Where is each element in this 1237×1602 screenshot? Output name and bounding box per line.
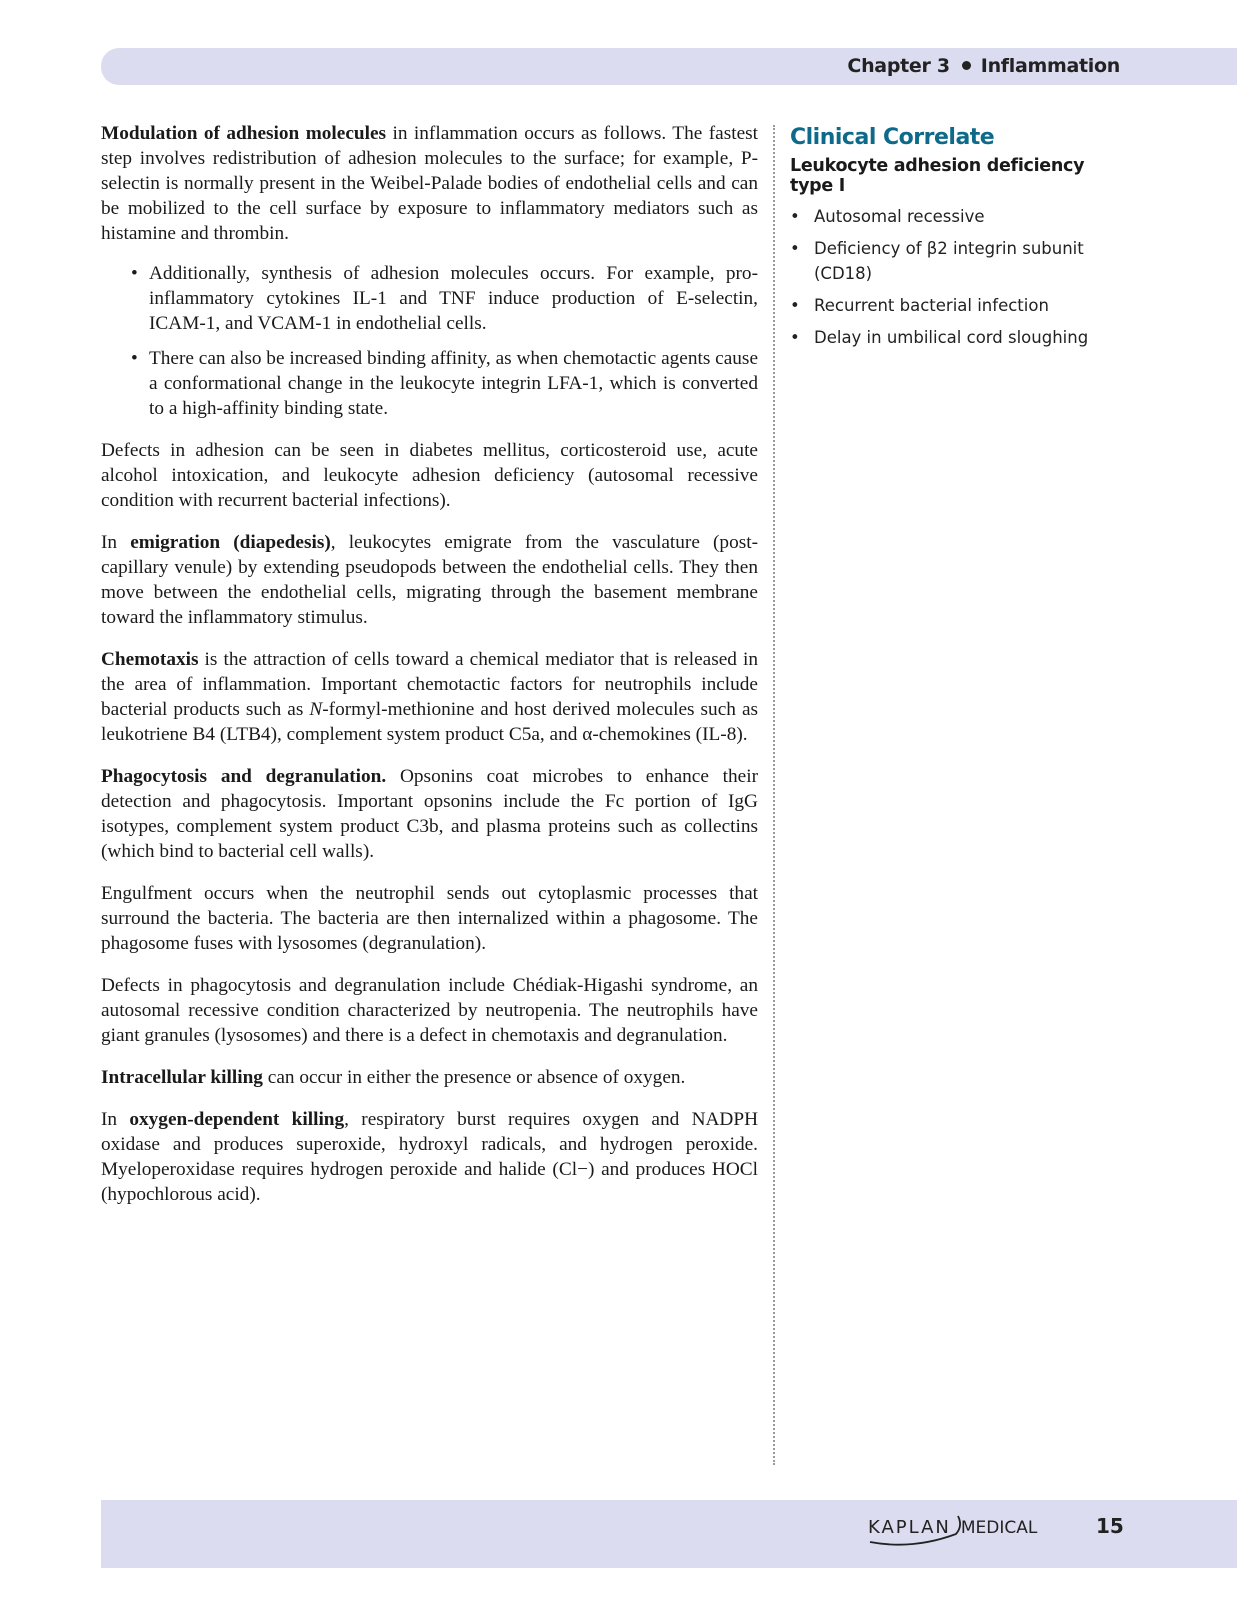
paragraph [101,530,758,630]
text-run: oxygen-dependent killing [129,1109,345,1130]
list-item: • Delay in umbilical cord sloughing [814,325,1120,350]
text-run: , leukocytes emigrate from the vasculature (post-capillary venule) by extending pseudopods between the endothelial cells. They then move between the endothelial cells, migrating through the basement membrane toward the inflammatory stimulus. [101,532,758,628]
page-footer [101,1500,1237,1568]
list-item: • Recurrent bacterial infection [814,293,1120,318]
text-run: Defects in phagocytosis and degranulation include Chédiak-Higashi syndrome, an autosomal recessive condition characterized by neutropenia. The neutrophils have giant granules (lysosomes) and there is a defect in chemotaxis and degranulation. [101,975,758,1046]
sidebar-subheading: Leukocyte adhesion deficiency type I [790,156,1085,196]
sidebar-list [790,204,1120,350]
list-item: • Deficiency of β2 integrin subunit (CD18) [814,236,1120,286]
main-text-column [101,121,758,1224]
running-header [101,48,1237,85]
text-run: is the attraction of cells toward a chemical mediator that is released in the area of inflammation. Important chemotactic factors for neutrophils include bacterial products such as [101,649,758,720]
text-run: -formyl-methionine and host derived molecules such as leukotriene B4 (LTB4), complement system product C5a, and α-chemokines (IL-8). [101,699,759,745]
text-run: Intracellular killing [101,1067,263,1088]
text-run: Additionally, synthesis of adhesion molecules occurs. For example, pro-inflammatory cytokines IL-1 and TNF induce production of E-selectin, ICAM-1, and VCAM-1 in endothelial cells. [149,263,758,334]
text-run: Opsonins coat microbes to enhance their detection and phagocytosis. Important opsonins include the Fc portion of IgG isotypes, complement system product C3b, and plasma proteins such as collectins (which bind to bacterial cell walls). [101,766,758,862]
sidebar-heading: Clinical Correlate [790,125,995,150]
text-run: can occur in either the presence or absence of oxygen. [262,1067,686,1088]
text-run: Chemotaxis [101,649,199,670]
logo-swoosh-icon [868,1514,968,1546]
bullet-dot-icon [962,61,971,70]
chapter-label: Chapter 3 [847,55,950,77]
paragraph [101,881,758,956]
kaplan-medical-logo: KAPLAN MEDICAL [868,1514,1037,1538]
text-run: N [309,699,323,720]
text-run: In [101,532,131,553]
chapter-title: Inflammation [980,55,1120,77]
text-run: Engulfment occurs when the neutrophil sends out cytoplasmic processes that surround the bacteria. The bacteria are then internalized within a phagosome. The phagosome fuses with lysosomes (degranulation). [101,883,758,954]
paragraph [101,764,758,864]
text-run: Phagocytosis and degranulation. [101,766,387,787]
paragraph [101,1107,758,1207]
header-title [847,55,1120,77]
list-item [149,346,758,421]
paragraph [101,438,758,513]
paragraph [101,121,758,246]
bullet-list [101,261,758,421]
text-run: Defects in adhesion can be seen in diabetes mellitus, corticosteroid use, acute alcohol intoxication, and leukocyte adhesion deficiency (autosomal recessive condition with recurrent bacterial infections). [101,440,758,511]
list-item: • Autosomal recessive [814,204,1120,229]
page-number: 15 [1096,1514,1124,1538]
text-run: There can also be increased binding affinity, as when chemotactic agents cause a conformational change in the leukocyte integrin LFA-1, which is converted to a high-affinity binding state. [149,348,758,419]
text-run: emigration (diapedesis) [130,532,331,553]
text-run: Modulation of adhesion molecules [101,123,387,144]
paragraph [101,647,758,747]
paragraph [101,1065,758,1090]
text-run: , respiratory burst requires oxygen and NADPH oxidase and produces superoxide, hydroxyl radicals, and hydrogen peroxide. Myeloperoxidase requires hydrogen peroxide and halide (Cl−) and produces HOCl (hypochlorous acid). [101,1109,758,1205]
column-divider [773,125,775,1465]
clinical-correlate-sidebar [790,125,1120,357]
paragraph [101,973,758,1048]
text-run: In [101,1109,130,1130]
list-item [149,261,758,336]
text-run: in inflammation occurs as follows. The fastest step involves redistribution of adhesion molecules to the surface; for example, P-selectin is normally present in the Weibel-Palade bodies of endothelial cells and can be mobilized to the cell surface by exposure to inflammatory mediators such as histamine and thrombin. [101,123,758,244]
